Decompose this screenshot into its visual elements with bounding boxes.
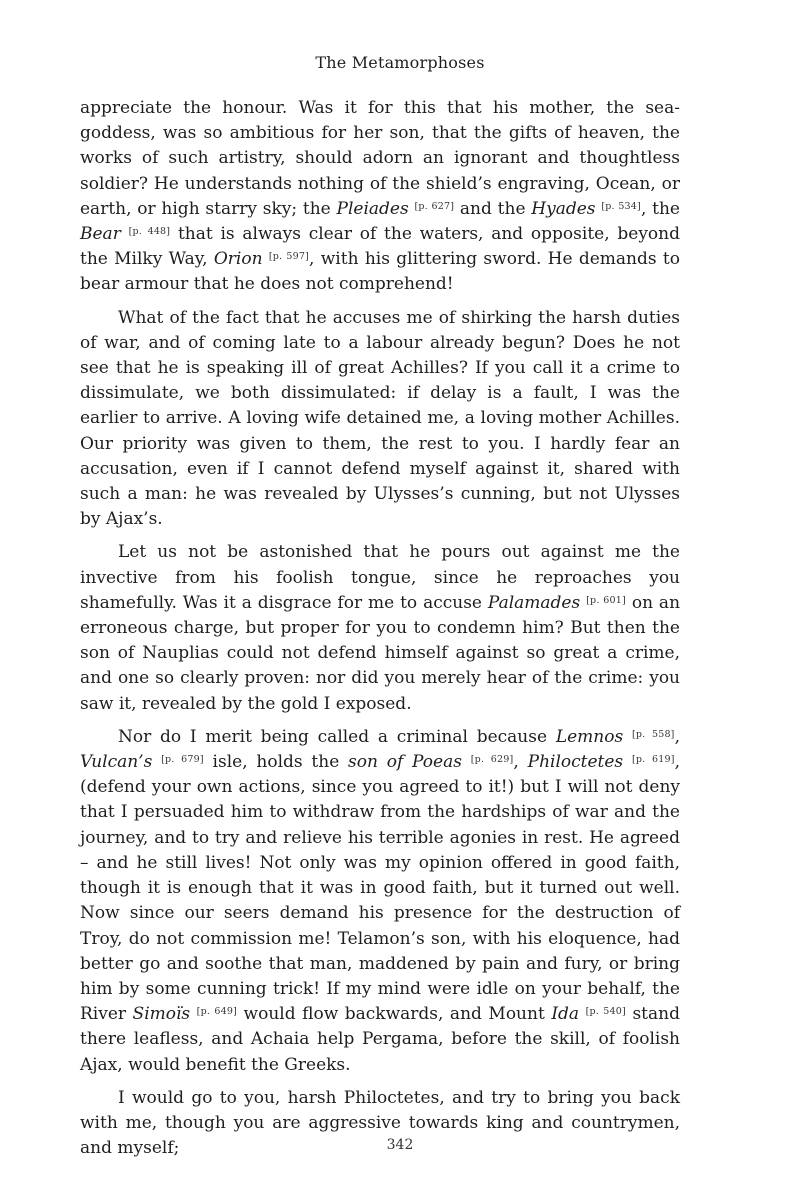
page-reference: [p. 558] bbox=[631, 728, 675, 740]
italic-name: Lemnos bbox=[555, 726, 624, 747]
paragraph bbox=[80, 540, 680, 716]
italic-name: Palamades bbox=[487, 592, 581, 613]
text-run: , (defend your own actions, since you agreed to it!) but I will not deny that I persuaded him to withdraw from the hardships of war and the journey, and to try and relieve his terrible agonies in rest. He agreed – and he still lives! Not only was my opinion offered in good faith, though it is enough that it was in good faith, but it turned out well. Now since our seers demand his presence for the destruction of Troy, do not commission me! Telamon’s son, with his eloquence, had better go and soothe that man, maddened by pain and fury, or bring him by some cunning trick! If my mind were idle on your behalf, the River bbox=[80, 752, 681, 1025]
text-run: stand there leafless, and Achaia help Pergama, before the skill, of foolish Ajax, would benefit the Greeks. bbox=[80, 1004, 680, 1075]
italic-name: Bear bbox=[80, 224, 121, 245]
page-reference: [p. 629] bbox=[470, 754, 514, 766]
text-run bbox=[623, 752, 632, 772]
body-text bbox=[80, 96, 680, 1169]
page-number: 342 bbox=[386, 1137, 414, 1153]
italic-name: Vulcan’s bbox=[80, 752, 153, 773]
italic-name: Pleiades bbox=[336, 198, 409, 219]
text-run bbox=[623, 727, 632, 747]
page-reference: [p. 619] bbox=[631, 754, 675, 766]
text-run: would flow backwards, and Mount bbox=[237, 1004, 552, 1025]
italic-name: Philoctetes bbox=[527, 752, 624, 773]
paragraph bbox=[80, 96, 680, 298]
page-reference: [p. 601] bbox=[586, 594, 626, 606]
text-run: , bbox=[513, 752, 528, 773]
text-run: and the bbox=[454, 198, 532, 219]
text-run: on an erroneous charge, but proper for you to condemn him? But then the son of Nauplias could not defend himself against so great a crime, and one so clearly proven: nor did you merely hear of the crime: you saw it, revealed by the gold I exposed. bbox=[80, 592, 681, 714]
page-reference: [p. 649] bbox=[196, 1006, 238, 1018]
page-reference: [p. 534] bbox=[601, 200, 641, 212]
text-run: , bbox=[674, 726, 680, 747]
text-run: that is always clear of the waters, and opposite, beyond the Milky Way, bbox=[80, 224, 680, 270]
page-reference: [p. 679] bbox=[161, 754, 204, 766]
page-reference: [p. 540] bbox=[585, 1006, 626, 1018]
italic-name: Simoïs bbox=[132, 1004, 191, 1025]
text-run: Let us not be astonished that he pours out against me the invective from his foolish tongue, since he reproaches you shamefully. Was it a disgrace for me to accuse bbox=[80, 542, 680, 613]
text-run: What of the fact that he accuses me of shirking the harsh duties of war, and of coming late to a labour already begun? Does he not see that he is speaking ill of great Achilles? If you call it a crime to dissimulate, we both dissimulated: if delay is a fault, I was the earlier to arrive. A loving wife detained me, a loving mother Achilles. Our priority was given to them, the rest to you. I hardly fear an accusation, even if I cannot defend myself against it, shared with such a man: he was revealed by Ulysses’s cunning, but not Ulysses by Ajax’s. bbox=[80, 307, 680, 530]
text-run bbox=[462, 752, 471, 772]
text-run: I would go to you, harsh Philoctetes, and try to bring you back with me, though you are aggressive towards king and countrymen, and myself; bbox=[80, 1087, 680, 1159]
text-run: isle, holds the bbox=[203, 752, 349, 773]
italic-name: Hyades bbox=[531, 198, 596, 219]
text-run bbox=[152, 752, 161, 772]
italic-name: Orion bbox=[213, 249, 263, 270]
text-run: appreciate the honour. Was it for this that his mother, the sea-goddess, was so ambitious for her son, that the gifts of heaven, the works of such artistry, should adorn an ignorant and thoughtless soldier? He understands nothing of the shield’s engraving, Ocean, or earth, or high starry sky; the bbox=[80, 98, 680, 219]
paragraph bbox=[80, 725, 680, 1078]
page-reference: [p. 597] bbox=[268, 251, 310, 263]
page-reference: [p. 448] bbox=[128, 226, 171, 238]
page-reference: [p. 627] bbox=[414, 200, 455, 212]
text-run: , the bbox=[640, 198, 680, 219]
running-head: The Metamorphoses bbox=[315, 53, 485, 72]
italic-name: son of Poeas bbox=[348, 752, 462, 773]
italic-name: Ida bbox=[551, 1004, 580, 1025]
text-run: Nor do I merit being called a criminal because bbox=[118, 726, 556, 747]
text-run bbox=[121, 224, 129, 244]
text-run: , with his glittering sword. He demands to bear armour that he does not comprehend! bbox=[80, 249, 680, 295]
paragraph bbox=[80, 306, 680, 533]
